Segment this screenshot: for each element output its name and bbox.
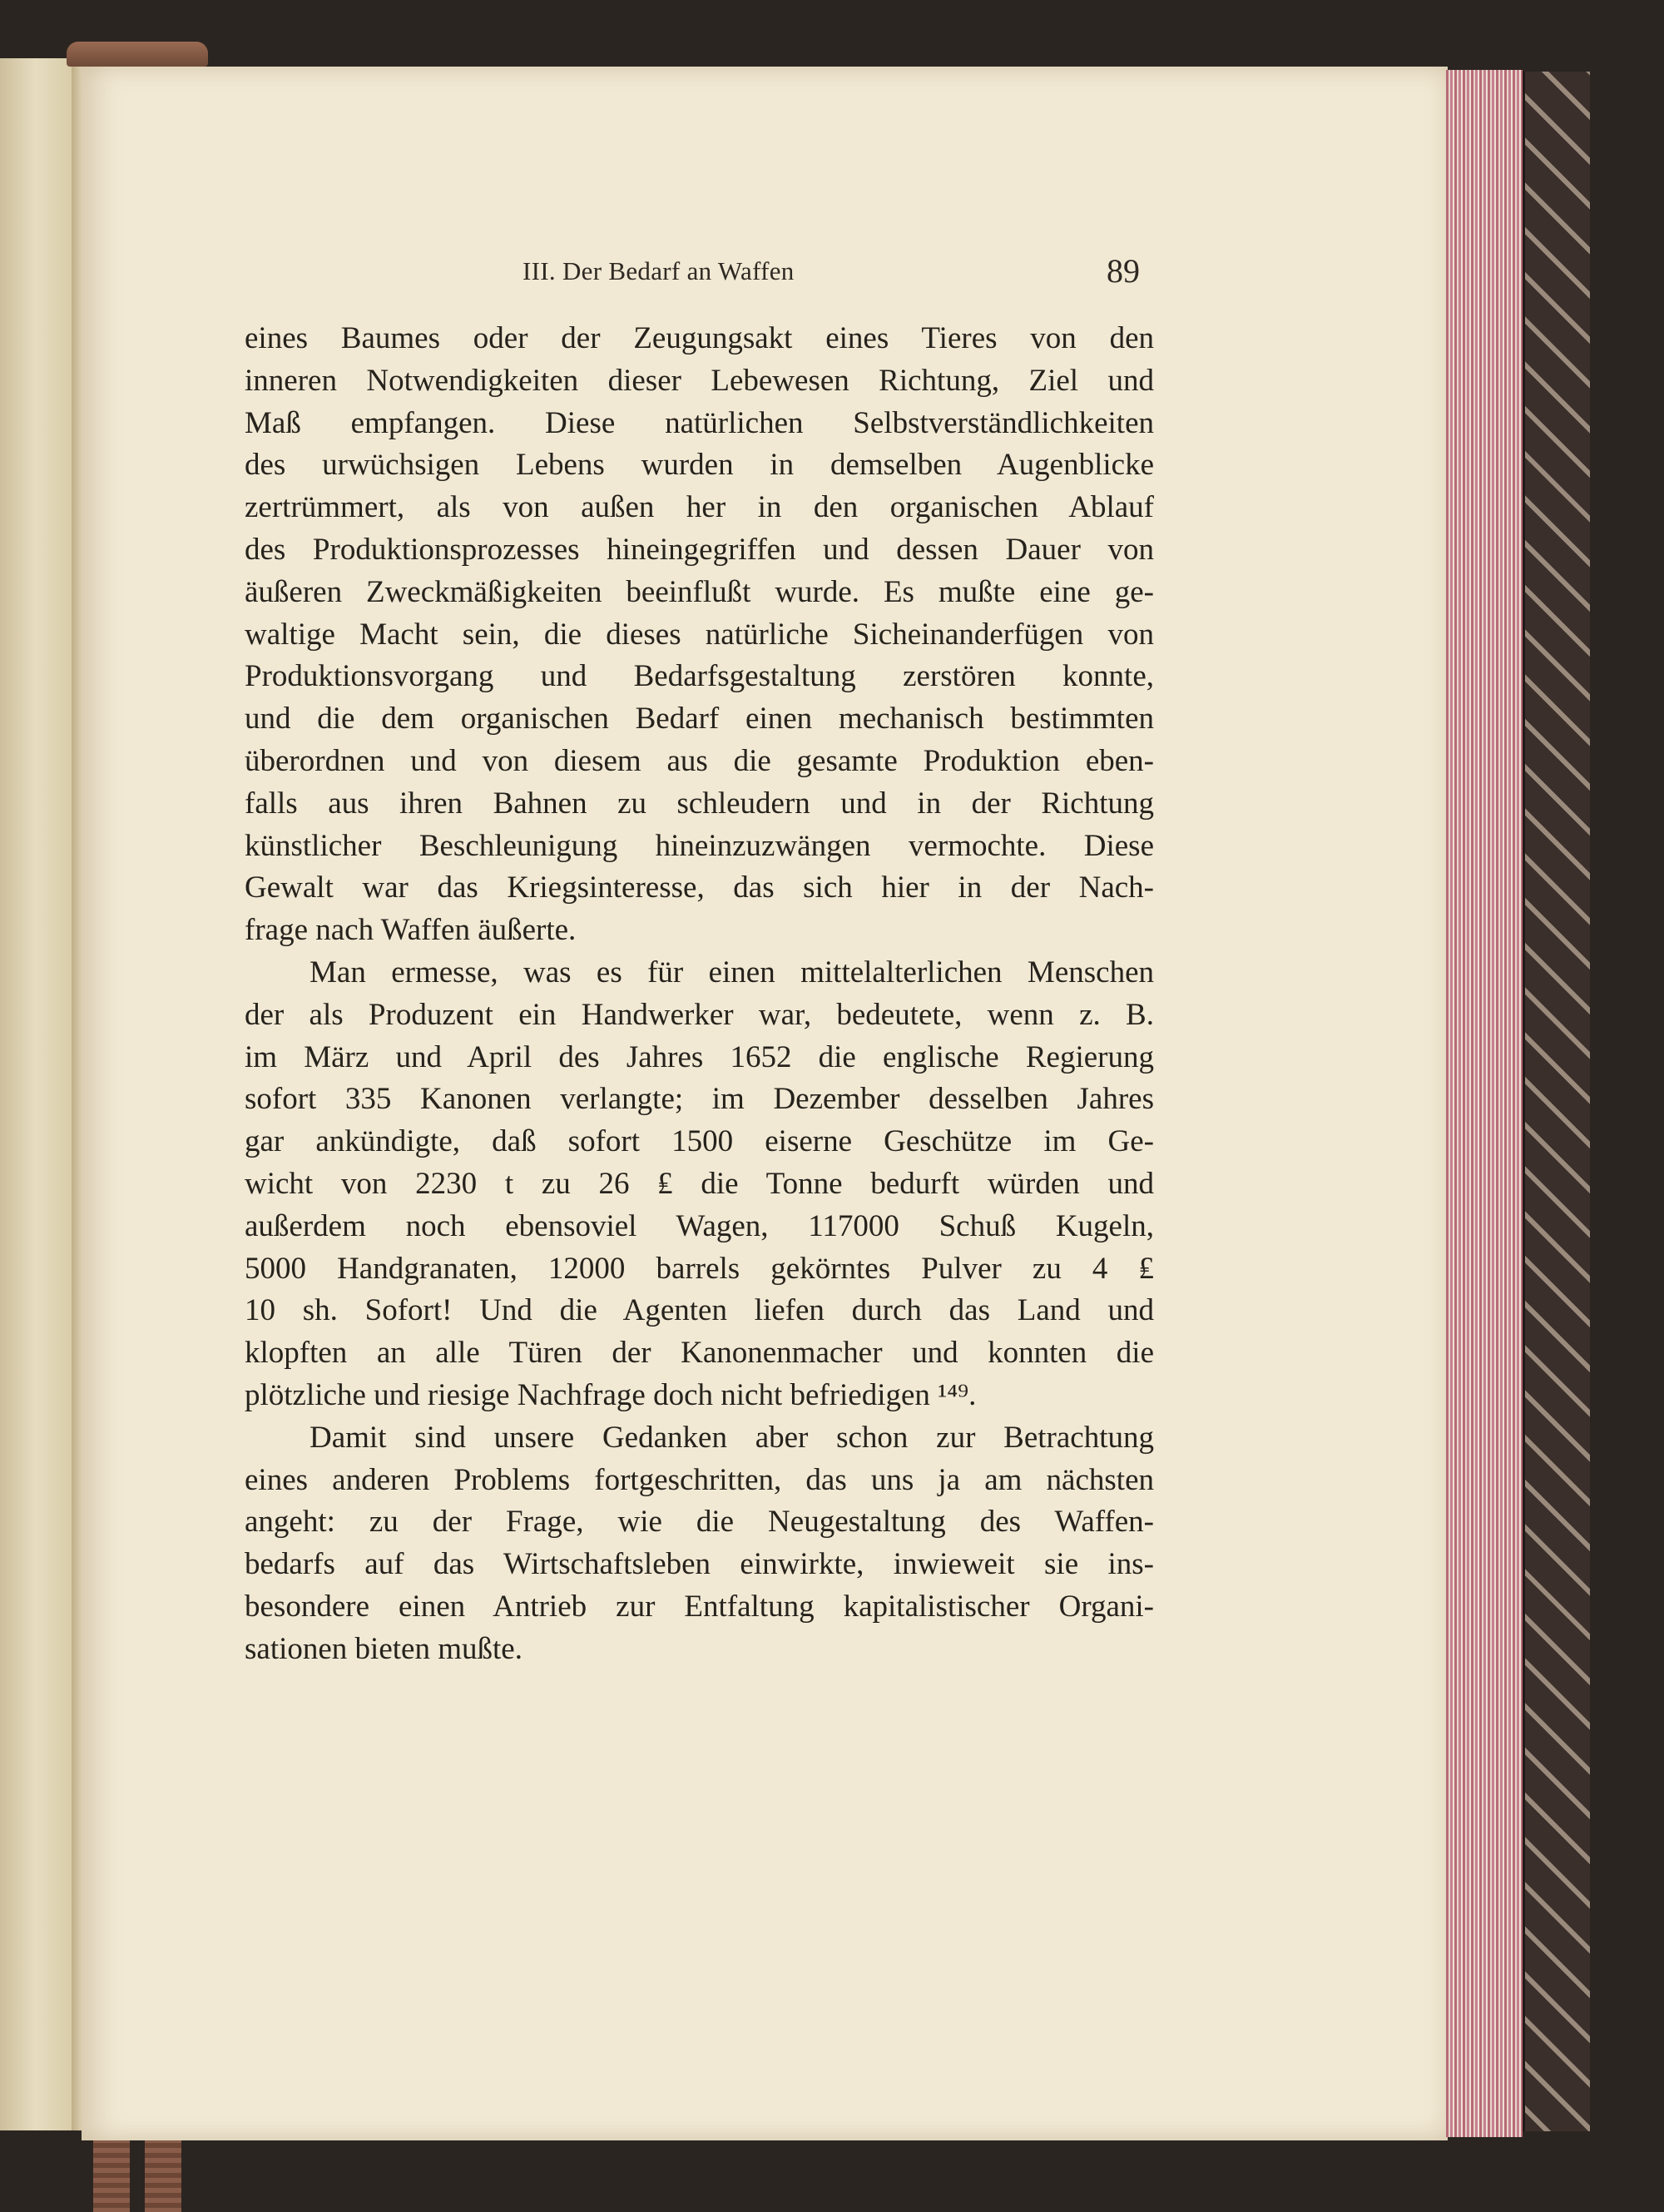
page-number: 89 (1107, 252, 1140, 290)
text-line: sationen bieten mußte. (245, 1631, 522, 1666)
text-line: Gewalt war das Kriegsinteresse, das sich hier in der Nach- (245, 870, 1154, 905)
text-line: und die dem organischen Bedarf einen mechanisch bestimmten (245, 702, 1154, 737)
text-line: plötzliche und riesige Nachfrage doch nicht befriedigen ¹⁴⁹. (245, 1377, 977, 1412)
paragraph (245, 318, 1154, 952)
text-line: Maß empfangen. Diese natürlichen Selbstverständlichkeiten (245, 405, 1154, 440)
text-line: Produktionsvorgang und Bedarfsgestaltung zerstören konnte, (245, 659, 1154, 694)
text-line: äußeren Zweckmäßigkeiten beeinflußt wurde. Es mußte eine ge- (245, 574, 1154, 609)
facing-page-edge (0, 58, 73, 2130)
text-line: des urwüchsigen Lebens wurden in demselben Augenblicke (245, 448, 1154, 483)
text-line: überordnen und von diesem aus die gesamte Produktion eben- (245, 743, 1154, 778)
text-line: zertrümmert, als von außen her in den organischen Ablauf (245, 490, 1154, 525)
text-line: angeht: zu der Frage, wie die Neugestaltung des Waffen- (245, 1505, 1154, 1540)
marbled-cover (1523, 72, 1590, 2131)
text-line: 10 sh. Sofort! Und die Agenten liefen durch das Land und (245, 1293, 1154, 1328)
paragraph (245, 952, 1154, 1417)
text-line: bedarfs auf das Wirtschaftsleben einwirkte, inwieweit sie ins- (245, 1547, 1154, 1582)
text-line: besondere einen Antrieb zur Entfaltung kapitalistischer Organi- (245, 1589, 1154, 1624)
text-line: außerdem noch ebensoviel Wagen, 117000 Schuß Kugeln, (245, 1208, 1154, 1243)
text-line: eines Baumes oder der Zeugungsakt eines Tieres von den (245, 321, 1154, 355)
text-line: inneren Notwendigkeiten dieser Lebewesen Richtung, Ziel und (245, 363, 1154, 398)
paragraph (245, 1417, 1154, 1671)
text-line: klopften an alle Türen der Kanonenmacher und konnten die (245, 1336, 1154, 1371)
text-line: des Produktionsprozesses hineingegriffen und dessen Dauer von (245, 532, 1154, 567)
running-head: III. Der Bedarf an Waffen (522, 256, 795, 285)
text-line: künstlicher Beschleunigung hineinzuzwängen vermochte. Diese (245, 828, 1154, 863)
text-line: frage nach Waffen äußerte. (245, 913, 577, 948)
book-cover-edge (1587, 67, 1664, 2147)
bookmark-ribbon-top (67, 42, 208, 67)
text-line: wicht von 2230 t zu 26 ₤ die Tonne bedurft würden und (245, 1166, 1154, 1201)
text-line: der als Produzent ein Handwerker war, bedeutete, wenn z. B. (245, 997, 1154, 1032)
body-text (245, 318, 1154, 1671)
page-block-edges (1446, 70, 1523, 2137)
text-line: Damit sind unsere Gedanken aber schon zur Betrachtung (310, 1420, 1154, 1455)
text-line: eines anderen Problems fortgeschritten, das uns ja am nächsten (245, 1462, 1154, 1497)
text-line: im März und April des Jahres 1652 die englische Regierung (245, 1039, 1154, 1074)
text-line: 5000 Handgranaten, 12000 barrels gekörntes Pulver zu 4 ₤ (245, 1251, 1154, 1286)
text-line: gar ankündigte, daß sofort 1500 eiserne Geschütze im Ge- (245, 1124, 1154, 1159)
text-line: Man ermesse, was es für einen mittelalterlichen Menschen (310, 955, 1154, 989)
text-line: sofort 335 Kanonen verlangte; im Dezember desselben Jahres (245, 1082, 1154, 1117)
text-line: falls aus ihren Bahnen zu schleudern und in der Richtung (245, 786, 1154, 821)
text-line: waltige Macht sein, die dieses natürliche Sicheinanderfügen von (245, 617, 1154, 652)
